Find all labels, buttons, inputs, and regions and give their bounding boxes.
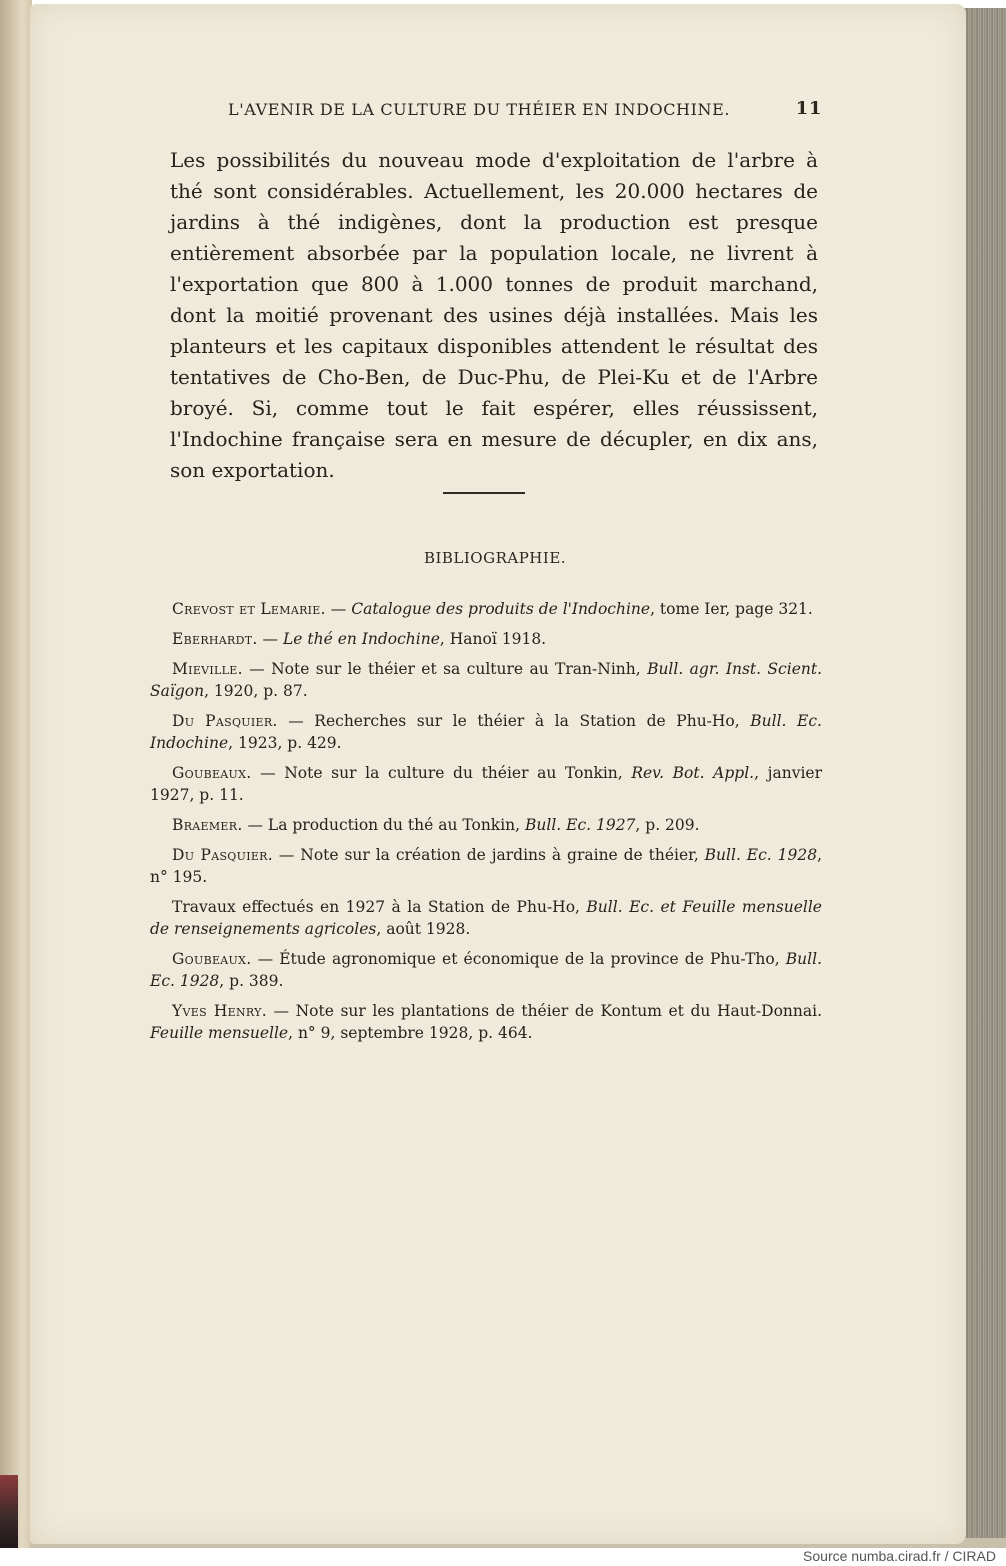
entry-title: Bull. Ec. 1927 <box>524 816 636 834</box>
entry-details: , n° 195. <box>150 846 822 886</box>
bibliography-entry <box>150 948 822 992</box>
section-divider <box>443 492 525 494</box>
page-block-edges <box>964 8 1006 1546</box>
binding-edge <box>0 0 32 1548</box>
bibliography-entry: Crevost et Lemarie. — Catalogue des produits de l'Indochine, tome Ier, page 321. <box>172 600 813 618</box>
bibliography-entry <box>150 1000 822 1044</box>
entry-author: Yves Henry. <box>172 1002 267 1020</box>
entry-details: , tome Ier, page 321. <box>650 600 813 618</box>
bibliography-entry <box>150 710 822 754</box>
entry-author: Du Pasquier. <box>172 712 278 730</box>
entry-title: Bull. Ec. 1928 <box>704 846 818 864</box>
entry-details: , janvier 1927, p. 11. <box>150 764 822 804</box>
entry-text: — La production du thé au Tonkin, <box>242 816 525 834</box>
bibliography-entry <box>150 814 822 836</box>
entry-title: Le thé en Indochine <box>282 630 440 648</box>
entry-author: Braemer. <box>172 816 243 834</box>
bibliography-entry <box>150 658 822 702</box>
running-head-title: L'AVENIR DE LA CULTURE DU THÉIER EN INDOCHINE. <box>228 100 731 119</box>
binding-ribbon <box>0 1475 18 1548</box>
bibliography-entry <box>150 844 822 888</box>
entry-details: , p. 209. <box>635 816 700 834</box>
entry-title: Bull. Ec. Indochine <box>150 712 822 752</box>
entry-text: — Étude agronomique et économique de la province de Phu-Tho, <box>251 950 786 968</box>
entry-text: — Note sur le théier et sa culture au Tran-Ninh, <box>242 660 648 678</box>
entry-details: , Hanoï 1918. <box>439 630 547 648</box>
entry-author: Crevost et Lemarie. <box>172 600 326 618</box>
entry-text: — Note sur la culture du théier au Tonkin, <box>251 764 632 782</box>
entry-details: , n° 9, septembre 1928, p. 464. <box>288 1024 533 1042</box>
entry-title: Bull. Ec. 1928 <box>150 950 822 990</box>
entry-title: Feuille mensuelle <box>150 1024 289 1042</box>
entry-title: Catalogue des produits de l'Indochine <box>351 600 651 618</box>
entry-details: , 1920, p. 87. <box>204 682 308 700</box>
body-paragraph: Les possibilités du nouveau mode d'exploitation de l'arbre à thé sont considérables. Actuellement, les 20.000 hectares de jardins à thé indigènes, dont la production est presque entièrement absorbée par la population locale, ne livrent à l'exportation que 800 à 1.000 tonnes de produit marchand, dont la moitié provenant des usines déjà installées. Mais les planteurs et les capitaux disponibles attendent le résultat des tentatives de Cho-Ben, de Duc-Phu, de Plei-Ku et de l'Arbre broyé. Si, comme tout le fait espérer, elles réussissent, l'Indochine française sera en mesure de décupler, en dix ans, son exportation. <box>170 148 818 482</box>
entry-text: Travaux effectués en 1927 à la Station de Phu-Ho, <box>172 898 587 916</box>
bibliography-entry: Eberhardt. — Le thé en Indochine, Hanoï 1918. <box>172 630 547 648</box>
entry-title: Bull. agr. Inst. Scient. Saïgon <box>150 660 823 700</box>
entry-text: — Recherches sur le théier à la Station de Phu-Ho, <box>277 712 751 730</box>
entry-text: — Note sur la création de jardins à graine de théier, <box>272 846 705 864</box>
running-head <box>228 100 822 119</box>
source-credit: Source numba.cirad.fr / CIRAD <box>803 1548 996 1564</box>
entry-details: , 1923, p. 429. <box>228 734 342 752</box>
page-number: 11 <box>795 98 822 119</box>
bibliography-entry <box>150 762 822 806</box>
entry-details: , p. 389. <box>219 972 284 990</box>
entry-author: Eberhardt. <box>172 630 258 648</box>
bibliography-list <box>150 598 822 1052</box>
entry-details: , août 1928. <box>376 920 471 938</box>
entry-text: — Note sur les plantations de théier de Kontum et du Haut-Donnai. <box>266 1002 822 1020</box>
entry-title: Bull. Ec. et Feuille mensuelle de renseignements agricoles <box>150 898 822 938</box>
entry-author: Du Pasquier. <box>172 846 273 864</box>
bibliography-entry <box>150 896 822 940</box>
entry-author: Mieville. <box>172 660 243 678</box>
bibliography-heading: BIBLIOGRAPHIE. <box>423 549 567 567</box>
entry-title: Rev. Bot. Appl. <box>631 764 755 782</box>
entry-author: Goubeaux. <box>172 764 252 782</box>
entry-author: Goubeaux. <box>172 950 252 968</box>
